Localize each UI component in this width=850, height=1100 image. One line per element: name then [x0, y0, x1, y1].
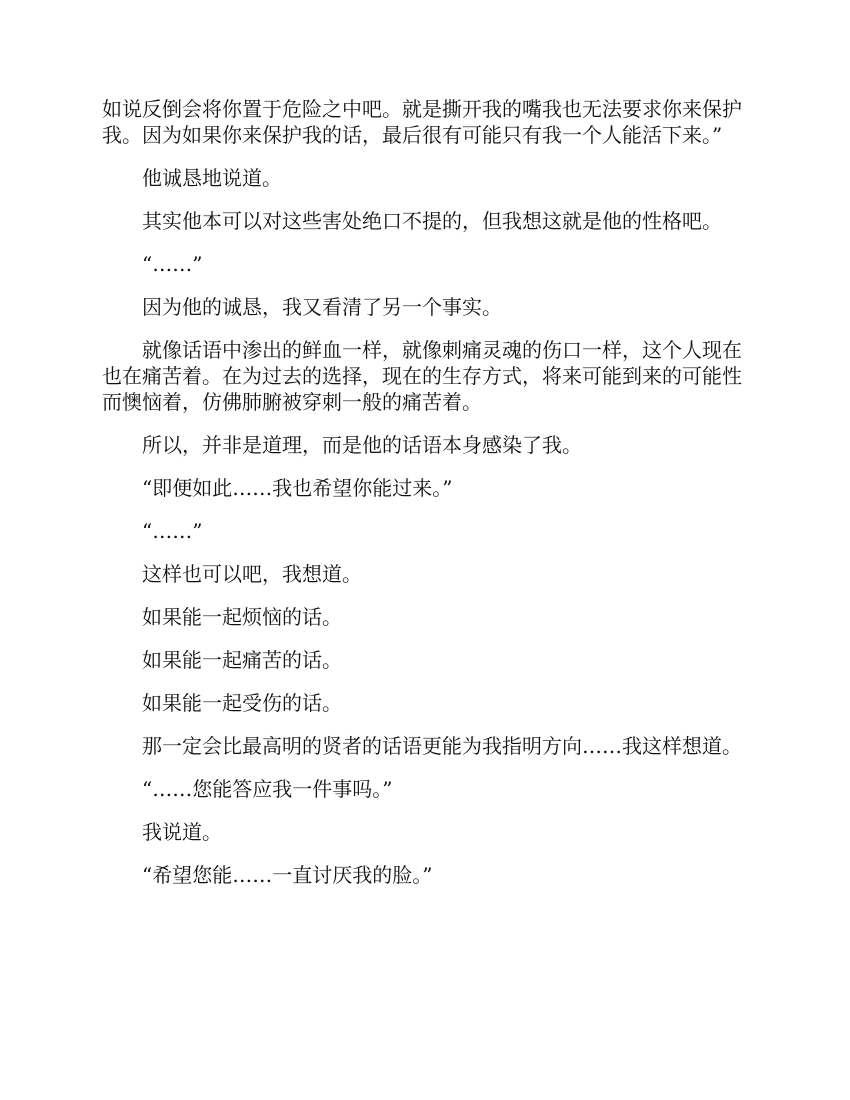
paragraph-6: 就像话语中渗出的鲜血一样，就像刺痛灵魂的伤口一样，这个人现在也在痛苦着。在为过去的选择，现在的生存方式，将来可能到来的可能性而懊恼着，仿佛肺腑被穿刺一般的痛苦着。: [102, 338, 742, 414]
paragraph-16: 我说道。: [142, 820, 222, 844]
paragraph-7: 所以，并非是道理，而是他的话语本身感染了我。: [142, 433, 582, 457]
paragraph-8: “即便如此……我也希望你能过来。”: [142, 476, 453, 500]
paragraph-2: 他诚恳地说道。: [142, 166, 282, 190]
paragraph-5: 因为他的诚恳，我又看清了另一个事实。: [142, 295, 502, 319]
paragraph-9: “……”: [142, 519, 203, 543]
paragraph-12: 如果能一起痛苦的话。: [142, 648, 342, 672]
paragraph-15: “……您能答应我一件事吗。”: [142, 777, 393, 801]
paragraph-11: 如果能一起烦恼的话。: [142, 605, 342, 629]
paragraph-3: 其实他本可以对这些害处绝口不提的，但我想这就是他的性格吧。: [142, 209, 722, 233]
paragraph-17: “希望您能……一直讨厌我的脸。”: [142, 863, 433, 887]
paragraph-13: 如果能一起受伤的话。: [142, 691, 342, 715]
paragraph-4: “……”: [142, 252, 203, 276]
paragraph-14: 那一定会比最高明的贤者的话语更能为我指明方向……我这样想道。: [142, 734, 742, 758]
paragraph-10: 这样也可以吧，我想道。: [142, 562, 362, 586]
paragraph-1: 如说反倒会将你置于危险之中吧。就是撕开我的嘴我也无法要求你来保护我。因为如果你来保护我的话，最后很有可能只有我一个人能活下来。”: [102, 97, 742, 147]
document-page: [102, 96, 748, 905]
